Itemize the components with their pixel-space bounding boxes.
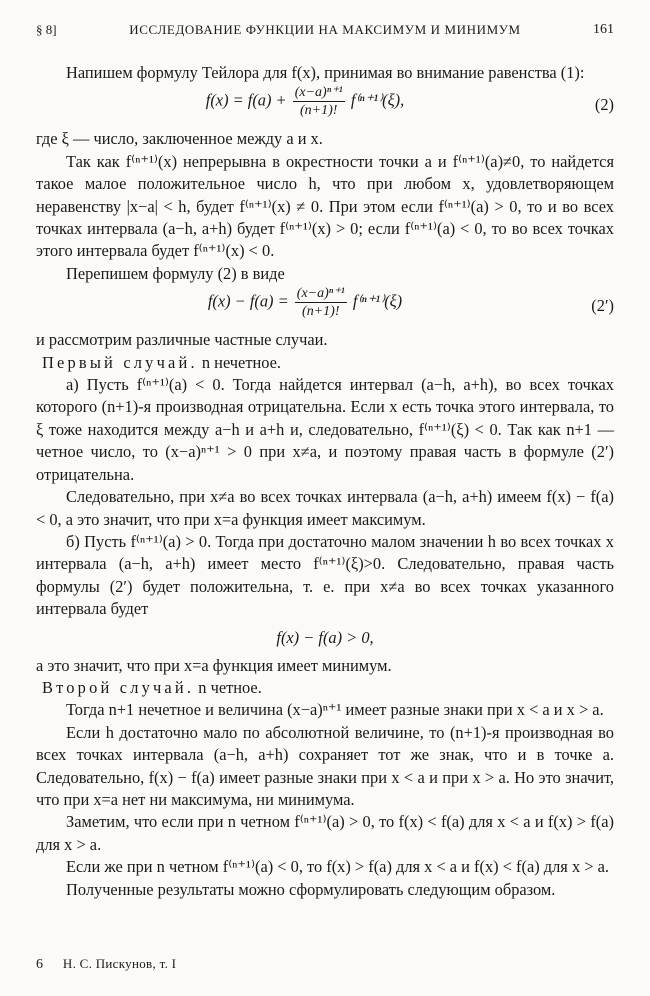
paragraph-no-extremum: Если h достаточно мало по абсолютной величине, то (n+1)-я производная во всех точках интервала (a−h, a+h) сохраняет тот же знак, что и в точке a. Следовательно, f(x) − f(a) имеет разные знаки при x < a и при x > a. Но это значит, что при x=a нет ни максимума, ни минимума. <box>36 722 614 809</box>
formula-2-rhs: f⁽ⁿ⁺¹⁾(ξ), <box>350 90 405 110</box>
case-1-label: Первый случай. <box>42 352 198 372</box>
case-1-condition: n нечетное. <box>201 352 282 372</box>
paragraph-maximum: Следовательно, при x≠a во всех точках интервала (a−h, a+h) имеем f(x) − f(a) < 0, а это значит, что при x=a функция имеет максимум. <box>36 487 614 529</box>
formula-2-prime <box>36 285 614 329</box>
paragraph-taylor-intro: Напишем формулу Тейлора для f(x), принимая во внимание равенства (1): <box>66 63 585 82</box>
paragraph-continuity: Так как f⁽ⁿ⁺¹⁾(x) непрерывна в окрестности точки a и f⁽ⁿ⁺¹⁾(a)≠0, то найдется такое малое положительное число h, что при любом x, удовлетворяющем неравенству |x−a| < h, будет f⁽ⁿ⁺¹⁾(x) ≠ 0. При этом если f⁽ⁿ⁺¹⁾(a) > 0, то и во всех точках интервала (a−h, a+h) будет f⁽ⁿ⁺¹⁾(x) > 0; если f⁽ⁿ⁺¹⁾(a) < 0, то во всех точках этого интервала будет f⁽ⁿ⁺¹⁾(x) < 0. <box>36 151 614 261</box>
paragraph-minimum: а это значит, что при x=a функция имеет минимум. <box>36 655 392 675</box>
case-2-condition: n четное. <box>198 677 262 697</box>
page-number: 161 <box>593 22 614 37</box>
formula-2-denominator: (n+1)! <box>300 103 338 119</box>
formula-2-tag: (2) <box>594 95 614 115</box>
paragraph-cases-intro: и рассмотрим различные частные случаи. <box>36 330 328 350</box>
section-marker: § 8] <box>36 22 57 37</box>
formula-2p-numerator: (x−a)ⁿ⁺¹ <box>296 286 345 302</box>
formula-2p-denominator: (n+1)! <box>302 304 340 320</box>
formula-2p-tag: (2′) <box>591 296 614 316</box>
formula-2 <box>36 84 614 128</box>
paragraph-case-1a: а) Пусть f⁽ⁿ⁺¹⁾(a) < 0. Тогда найдется интервал (a−h, a+h), во всех точках которого (n+1)-я производная отрицательна. Если x есть точка этого интервала, то ξ тоже находится между a−h и a+h и, следовательно, f⁽ⁿ⁺¹⁾(ξ) < 0. Так как n+1 — четное число, то (x−a)ⁿ⁺¹ > 0 при x≠a, и поэтому правая часть в формуле (2′) отрицательна. <box>36 375 614 484</box>
paragraph-note-negative: Если же при n четном f⁽ⁿ⁺¹⁾(a) < 0, то f(x) > f(a) для x < a и f(x) < f(a) для x > a. <box>66 857 609 877</box>
formula-2-lhs: f(x) = f(a) + <box>205 90 287 110</box>
signature-text: Н. С. Пискунов, т. I <box>62 956 177 971</box>
running-header <box>36 22 614 44</box>
case-2-label: Второй случай. <box>42 677 195 697</box>
formula-2p-lhs: f(x) − f(a) = <box>207 291 289 311</box>
formula-2p-rhs: f⁽ⁿ⁺¹⁾(ξ) <box>352 291 403 311</box>
formula-2-fraction <box>293 84 345 119</box>
paragraph-xi-def: где ξ — число, заключенное между a и x. <box>36 129 323 149</box>
heading-case-2 <box>36 677 614 699</box>
paragraph-rewrite: Перепишем формулу (2) в виде <box>66 263 285 283</box>
formula-2-numerator: (x−a)ⁿ⁺¹ <box>294 85 343 101</box>
heading-case-1 <box>36 352 614 374</box>
running-title: ИССЛЕДОВАНИЕ ФУНКЦИИ НА МАКСИМУМ И МИНИМУМ <box>129 22 521 37</box>
paragraph-note-positive: Заметим, что если при n четном f⁽ⁿ⁺¹⁾(a) > 0, то f(x) < f(a) для x < a и f(x) > f(a) для x > a. <box>36 812 614 854</box>
formula-3-text: f(x) − f(a) > 0, <box>276 627 374 647</box>
signature-number: 6 <box>36 957 44 972</box>
paragraph-case-1b: б) Пусть f⁽ⁿ⁺¹⁾(a) > 0. Тогда при достаточно малом значении h во всех точках x интервала (a−h, a+h) имеет место f⁽ⁿ⁺¹⁾(ξ)>0. Следовательно, правая часть формулы (2′) будет положительна, т. е. при x≠a во всех точках указанного интервала будет <box>36 531 614 619</box>
paragraph-case-2-sign: Тогда n+1 нечетное и величина (x−a)ⁿ⁺¹ имеет разные знаки при x < a и x > a. <box>66 700 604 720</box>
printer-signature <box>36 956 176 973</box>
formula-3 <box>36 621 614 655</box>
paragraph-conclusion: Полученные результаты можно сформулировать следующим образом. <box>66 879 556 899</box>
formula-2p-fraction <box>295 285 347 320</box>
page-body <box>36 62 614 901</box>
